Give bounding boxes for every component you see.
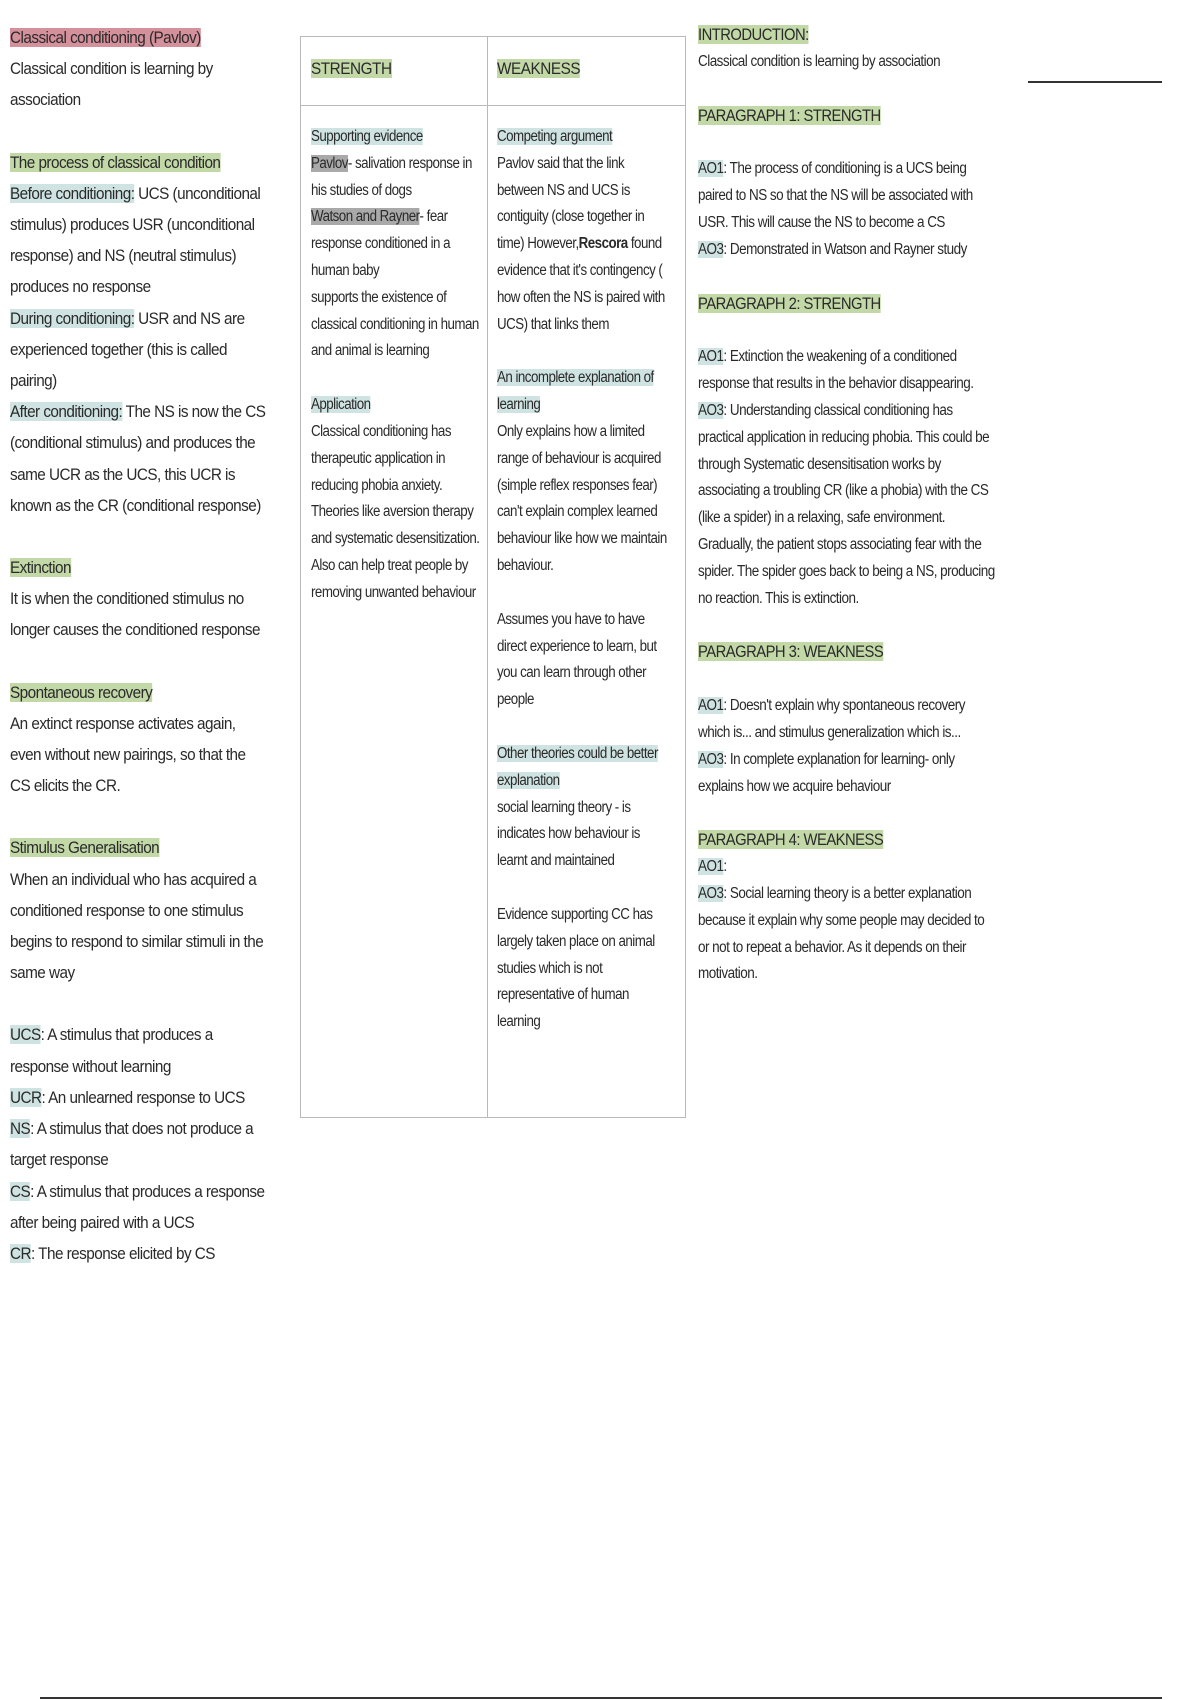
ucs-definition xyxy=(10,1019,267,1081)
ns-term: NS xyxy=(10,1119,31,1139)
intro-heading: INTRODUCTION: xyxy=(698,25,809,44)
p4-ao1-text: : xyxy=(723,858,727,876)
bottom-rule xyxy=(40,1697,1162,1699)
p1-ao1-text: : The process of conditioning is a UCS being paired to NS so that the NS will be associated with USR. This will cause the NS to become a CS xyxy=(698,160,973,231)
ucs-def: : A stimulus that produces a response without learning xyxy=(10,1025,213,1076)
process-heading: The process of classical condition xyxy=(10,152,221,172)
other-theories-text: social learning theory - is indicates how behaviour is learnt and maintained xyxy=(497,798,640,870)
recovery-heading: Spontaneous recovery xyxy=(10,682,153,702)
cr-definition xyxy=(10,1238,267,1269)
notes-title: Classical conditioning (Pavlov) xyxy=(10,28,201,47)
evaluation-table xyxy=(300,36,686,1118)
p1-heading-line xyxy=(698,103,998,130)
p4-ao1-label: AO1 xyxy=(698,858,724,876)
p4-ao3-label: AO3 xyxy=(698,884,724,902)
after-conditioning xyxy=(10,396,267,521)
supporting-heading: Supporting evidence xyxy=(311,128,423,145)
p3-ao1-text: : Doesn't explain why spontaneous recovery which is... and stimulus generalization which is... xyxy=(698,697,965,741)
competing-heading: Competing argument xyxy=(497,128,613,145)
cr-def: : The response elicited by CS xyxy=(31,1243,215,1263)
supports-text: supports the existence of classical conditioning in human and animal is learning xyxy=(311,288,479,360)
watson-text: - fear response conditioned in a human baby xyxy=(311,208,451,279)
watson-evidence xyxy=(311,204,487,284)
rescora-name: Rescora xyxy=(578,235,628,253)
notes-intro: Classical condition is learning by association xyxy=(10,59,213,110)
table-header-divider xyxy=(301,105,685,106)
watson-name: Watson and Rayner xyxy=(311,208,420,226)
generalisation-heading-line xyxy=(10,832,267,863)
ucs-term: UCS xyxy=(10,1025,41,1045)
supporting-heading-line xyxy=(311,124,487,151)
competing-text-2: found evidence that it's contingency ( how often the NS is paired with UCS) that links them xyxy=(497,235,665,333)
competing-text xyxy=(497,151,673,339)
p1-ao3 xyxy=(698,237,998,264)
p2-heading-line xyxy=(698,291,998,318)
p3-heading-line xyxy=(698,639,998,666)
p2-ao1 xyxy=(698,344,998,398)
notes-title-line xyxy=(10,22,267,53)
recovery-heading-line xyxy=(10,677,267,708)
recovery-text: An extinct response activates again, even without new pairings, so that the CS elicits the CR. xyxy=(10,713,246,796)
before-label: Before conditioning: xyxy=(10,183,135,203)
weakness-header xyxy=(497,59,580,79)
p3-ao3-label: AO3 xyxy=(698,750,724,768)
essay-plan-column xyxy=(698,22,998,988)
p3-ao1-label: AO1 xyxy=(698,697,724,715)
incomplete-heading: An incomplete explanation of learning xyxy=(497,369,654,414)
incomplete-text: Only explains how a limited range of behaviour is acquired (simple reflex responses fear) can't explain complex learned behaviour like how we maintain behaviour. xyxy=(497,422,667,574)
ucr-term: UCR xyxy=(10,1087,42,1107)
p2-heading: PARAGRAPH 2: STRENGTH xyxy=(698,293,881,313)
p4-ao1 xyxy=(698,854,998,881)
ucr-def: : An unlearned response to UCS xyxy=(41,1087,245,1107)
p4-ao3 xyxy=(698,881,998,988)
application-text: Classical conditioning has therapeutic application in reducing phobia anxiety. Theories like aversion therapy and systematic desensitization. Also can help treat people by removing unwanted behaviour xyxy=(311,422,480,601)
strength-header xyxy=(311,59,392,79)
process-heading-line xyxy=(10,147,267,178)
p4-ao3-text: : Social learning theory is a better explanation because it explain why some people may decided to or not to repeat a behavior. As it depends on their motivation. xyxy=(698,884,985,983)
pavlov-evidence xyxy=(311,151,487,205)
p3-ao1 xyxy=(698,693,998,747)
p2-ao3 xyxy=(698,398,998,612)
during-text: USR and NS are experienced together (this is called pairing) xyxy=(10,308,245,391)
p1-heading: PARAGRAPH 1: STRENGTH xyxy=(698,105,881,125)
before-text: UCS (unconditional stimulus) produces USR (unconditional response) and NS (neutral stimulus) produces no response xyxy=(10,183,261,297)
p2-ao1-label: AO1 xyxy=(698,348,724,366)
before-conditioning xyxy=(10,178,267,303)
after-label: After conditioning: xyxy=(10,402,123,422)
intro-text: Classical condition is learning by association xyxy=(698,52,941,70)
p4-heading-line xyxy=(698,827,998,854)
strength-header-text: STRENGTH xyxy=(311,59,392,78)
strength-cell xyxy=(311,124,487,607)
application-heading-line xyxy=(311,392,487,419)
during-label: During conditioning: xyxy=(10,308,135,328)
after-text: The NS is now the CS (conditional stimulus) and produces the same UCR as the UCS, this UCR is known as the CR (conditional response) xyxy=(10,402,266,515)
p2-ao1-text: : Extinction the weakening of a conditioned response that results in the behavior disappearing. xyxy=(698,348,974,393)
competing-text-1: Pavlov said that the link between NS and UCS is contiguity (close together in time) However, xyxy=(497,154,645,253)
competing-heading-line xyxy=(497,124,673,151)
during-conditioning xyxy=(10,303,267,397)
ns-definition xyxy=(10,1113,267,1175)
left-notes-column xyxy=(10,22,267,1269)
ns-def: : A stimulus that does not produce a target response xyxy=(10,1119,254,1170)
pavlov-name: Pavlov xyxy=(311,154,348,172)
weakness-cell xyxy=(497,124,673,1036)
extinction-heading: Extinction xyxy=(10,558,71,578)
application-heading: Application xyxy=(311,396,371,414)
weakness-header-text: WEAKNESS xyxy=(497,59,581,78)
p4-heading: PARAGRAPH 4: WEAKNESS xyxy=(698,830,884,850)
other-theories-heading-line xyxy=(497,741,673,795)
p1-ao3-label: AO3 xyxy=(698,240,724,258)
p3-heading: PARAGRAPH 3: WEAKNESS xyxy=(698,642,884,662)
direct-experience-text: Assumes you have to have direct experience to learn, but you can learn through other people xyxy=(497,610,657,709)
other-theories-heading: Other theories could be better explanation xyxy=(497,744,658,789)
pavlov-text: - salivation response in his studies of dogs xyxy=(311,154,472,199)
generalisation-heading: Stimulus Generalisation xyxy=(10,838,160,858)
cs-term: CS xyxy=(10,1181,31,1201)
extinction-text: It is when the conditioned stimulus no longer causes the conditioned response xyxy=(10,589,260,640)
animal-studies-text: Evidence supporting CC has largely taken place on animal studies which is not representative of human learning xyxy=(497,905,655,1031)
cs-definition xyxy=(10,1176,267,1238)
p1-ao3-text: : Demonstrated in Watson and Rayner study xyxy=(723,240,967,258)
cr-term: CR xyxy=(10,1243,32,1263)
cs-def: : A stimulus that produces a response after being paired with a UCS xyxy=(10,1181,265,1232)
incomplete-heading-line xyxy=(497,365,673,419)
p1-ao1 xyxy=(698,156,998,236)
top-right-rule xyxy=(1028,81,1162,83)
ucr-definition xyxy=(10,1082,267,1113)
p2-ao3-text: : Understanding classical conditioning has practical application in reducing phobia. This could be through Systematic desensitisation works by associating a troubling CR (like a phobia) with the CS (like a spider) in a relaxing, safe environment. Gradually, the patient stops associating fear with the spider. The spider goes back to being a NS, producing no reaction. This is extinction. xyxy=(698,401,995,607)
extinction-heading-line xyxy=(10,552,267,583)
generalisation-text: When an individual who has acquired a conditioned response to one stimulus begins to respond to similar stimuli in the same way xyxy=(10,869,264,983)
p3-ao3-text: : In complete explanation for learning- only explains how we acquire behaviour xyxy=(698,750,955,795)
intro-heading-line xyxy=(698,22,998,49)
p2-ao3-label: AO3 xyxy=(698,401,724,419)
p1-ao1-label: AO1 xyxy=(698,160,724,178)
p3-ao3 xyxy=(698,747,998,801)
